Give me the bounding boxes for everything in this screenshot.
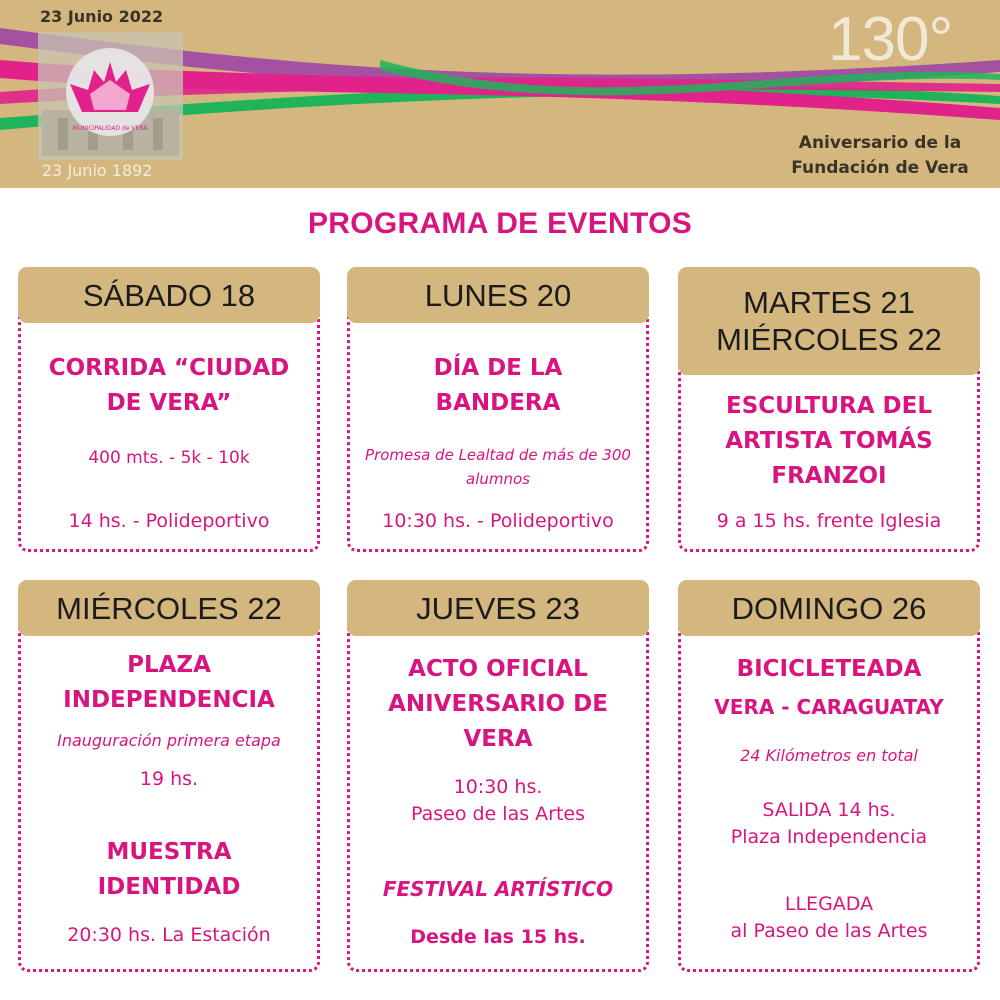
event-start-time: SALIDA 14 hs. [762,799,896,821]
event2-title: FESTIVAL ARTÍSTICO [382,877,614,901]
event2-time-place: 20:30 hs. La Estación [67,924,271,946]
event2-time: Desde las 15 hs. [410,926,586,948]
event-subtitle: 400 mts. - 5k - 10k [88,448,250,468]
event-end-place: al Paseo de las Artes [730,920,928,942]
event-time-place: 14 hs. - Polideportivo [68,510,270,532]
event-card-monday [347,267,649,552]
anniversary-line-2: Fundación de Vera [791,158,969,178]
event-route: VERA - CARAGUATAY [714,695,944,719]
event-title: DÍA DE LA BANDERA [433,355,563,416]
event-card-sunday [678,580,980,972]
card-day-header: SÁBADO 18 [18,267,320,323]
event-card-tue-wed [678,267,980,552]
card-day-header: MIÉRCOLES 22 [18,580,320,636]
logo-caption: MUNICIPALIDAD de VERA [72,125,148,132]
event2-title: MUESTRA IDENTIDAD [97,839,241,900]
current-date: 23 Junio 2022 [40,7,164,26]
card-day-line-2: MIÉRCOLES 22 [716,322,942,357]
event-card-saturday [18,267,320,552]
event-subtitle: Promesa de Lealtad de más de 300 alumnos [365,446,631,488]
event-card-wednesday [18,580,320,972]
event-title: BICICLETEADA [736,656,922,682]
event-card-thursday [347,580,649,972]
event-time-place: 9 a 15 hs. frente Iglesia [716,510,942,532]
event-start-place: Plaza Independencia [730,826,928,848]
anniversary-text [774,131,986,181]
event-title: ACTO OFICIAL ANIVERSARIO DE VERA [388,656,608,752]
event-time: 19 hs. [139,768,199,790]
municipality-logo [38,32,183,160]
event-time-place: 10:30 hs. - Polideportivo [382,510,614,532]
page-title: PROGRAMA DE EVENTOS [307,207,693,240]
header-banner [0,0,1000,188]
event-time: 10:30 hs. [453,776,543,798]
card-day-line-1: MARTES 21 [743,285,915,320]
event-place: Paseo de las Artes [411,803,585,825]
event-title: PLAZA INDEPENDENCIA [63,652,275,713]
event-subtitle: Inauguración primera etapa [57,731,281,750]
event-title: CORRIDA “CIUDAD DE VERA” [48,355,290,416]
card-day-header [678,267,980,375]
card-day-header: LUNES 20 [347,267,649,323]
anniversary-number: 130° [828,5,953,74]
card-day-header: DOMINGO 26 [678,580,980,636]
anniversary-line-1: Aniversario de la [798,133,962,153]
event-subtitle: 24 Kilómetros en total [740,746,918,765]
event-end-label: LLEGADA [784,893,874,915]
founding-date: 23 Junio 1892 [42,161,153,180]
event-title: ESCULTURA DEL ARTISTA TOMÁS FRANZOI [725,393,933,489]
card-day-header: JUEVES 23 [347,580,649,636]
